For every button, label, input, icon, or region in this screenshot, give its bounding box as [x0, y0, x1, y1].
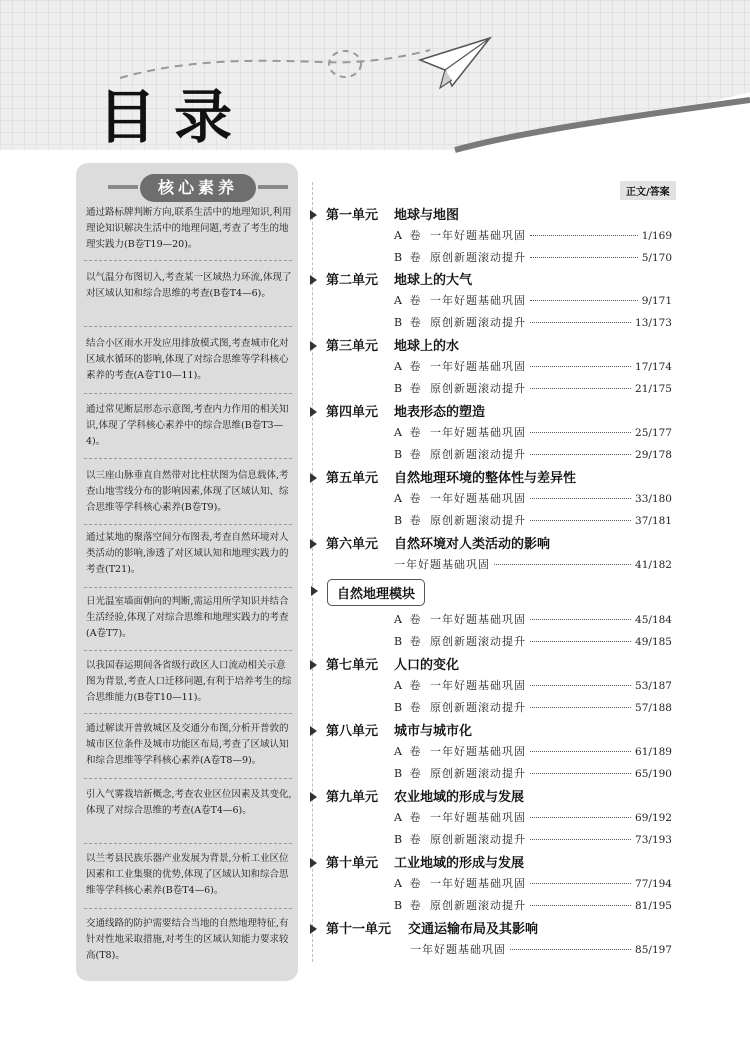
note-divider: [84, 326, 292, 327]
page-number: 73/193: [635, 834, 672, 846]
triangle-arrow-icon: [310, 407, 317, 417]
sidebar-note: 日光温室墙面朝向的判断,需运用所学知识并结合生活经验,体现了对综合思维和地理实践力的考查(A卷T7)。: [86, 596, 289, 639]
unit-name: 地表形态的塑造: [394, 405, 486, 420]
page-number: 1/169: [641, 230, 672, 242]
entry-text: 一年好题基础巩固: [430, 613, 526, 626]
toc-entry[interactable]: [394, 490, 672, 506]
sidebar-note: 通过解读开普敦城区及交通分布图,分析开普敦的城市区位条件及城市功能区布局,考查了区域认知和综合思维等学科核心素养(A卷T8—9)。: [86, 723, 289, 766]
page-number: 85/197: [635, 944, 672, 956]
leader-dots: [530, 257, 638, 258]
toc-entry[interactable]: [394, 897, 672, 913]
toc-guide-line: [312, 182, 313, 962]
toc-entry[interactable]: [410, 941, 672, 957]
leader-dots: [530, 685, 631, 686]
note-divider: [84, 393, 292, 394]
page-number: 29/178: [635, 449, 672, 461]
note-divider: [84, 524, 292, 525]
volume-label: B 卷: [394, 382, 423, 395]
toc-entry[interactable]: [394, 765, 672, 781]
entry-text: 原创新题滚动提升: [430, 514, 526, 527]
sidebar-note: 通过路标牌判断方向,联系生活中的地理知识,利用理论知识解决生活中的地理问题,考查了考生的地理实践力(B卷T19—20)。: [86, 207, 292, 250]
entry-text: 一年好题基础巩固: [394, 558, 490, 571]
page-number: 25/177: [635, 427, 672, 439]
leader-dots: [530, 619, 631, 620]
unit-number: 第十单元: [326, 856, 379, 871]
page-number: 41/182: [635, 559, 672, 571]
volume-label: B 卷: [394, 767, 423, 780]
sidebar-note: 以气温分布图切入,考查某一区域热力环流,体现了对区域认知和综合思维的考查(B卷T4—6)。: [86, 272, 292, 299]
unit-name: 交通运输布局及其影响: [408, 922, 539, 937]
page-number: 57/188: [635, 702, 672, 714]
leader-dots: [530, 883, 631, 884]
entry-text: 一年好题基础巩固: [430, 294, 526, 307]
leader-dots: [530, 235, 638, 236]
toc-entry[interactable]: [394, 358, 672, 374]
entry-text: 一年好题基础巩固: [430, 745, 526, 758]
leader-dots: [510, 949, 631, 950]
sidebar-note: 交通线路的防护需要结合当地的自然地理特征,有针对性地采取措施,对考生的区域认知能力要求较高(T8)。: [86, 918, 289, 961]
leader-dots: [530, 432, 631, 433]
entry-text: 一年好题基础巩固: [430, 229, 526, 242]
unit-number: 第二单元: [326, 273, 379, 288]
volume-label: B 卷: [394, 833, 423, 846]
unit-name: 城市与城市化: [394, 724, 473, 739]
sidebar-note: 通过某地的聚落空间分布图表,考查自然环境对人类活动的影响,渗透了对区域认知和地理实践力的考查(T21)。: [86, 532, 289, 575]
entry-text: 原创新题滚动提升: [430, 635, 526, 648]
note-divider: [84, 260, 292, 261]
toc-entry[interactable]: [394, 556, 672, 572]
toc-entry[interactable]: [394, 633, 672, 649]
volume-label: B 卷: [394, 635, 423, 648]
leader-dots: [530, 905, 631, 906]
text-answer-label: 正文/答案: [620, 181, 676, 200]
leader-dots: [530, 773, 631, 774]
toc-unit-10[interactable]: [310, 852, 524, 871]
leader-dots: [494, 564, 631, 565]
triangle-arrow-icon: [310, 858, 317, 868]
page-number: 77/194: [635, 878, 672, 890]
triangle-arrow-icon: [310, 660, 317, 670]
volume-label: A 卷: [394, 877, 423, 890]
leader-dots: [530, 817, 631, 818]
sidebar-title: 核心素养: [140, 174, 256, 202]
leader-dots: [530, 388, 631, 389]
entry-text: 原创新题滚动提升: [430, 899, 526, 912]
toc-entry[interactable]: [394, 512, 672, 528]
note-divider: [84, 650, 292, 651]
page-number: 69/192: [635, 812, 672, 824]
unit-number: 第九单元: [326, 790, 379, 805]
sidebar-note: 以兰考县民族乐器产业发展为背景,分析工业区位因素和工业集聚的优势,体现了区域认知和综合思维等学科核心素养(B卷T4—6)。: [86, 853, 289, 896]
volume-label: B 卷: [394, 316, 423, 329]
entry-text: 原创新题滚动提升: [430, 448, 526, 461]
unit-number: 第十一单元: [326, 922, 392, 937]
entry-text: 一年好题基础巩固: [430, 679, 526, 692]
toc-unit-6[interactable]: [310, 533, 550, 552]
toc-entry[interactable]: [394, 677, 672, 693]
entry-text: 原创新题滚动提升: [430, 701, 526, 714]
toc-entry[interactable]: [394, 227, 672, 243]
volume-label: A 卷: [394, 679, 423, 692]
unit-name: 地球与地图: [394, 208, 460, 223]
unit-name: 地球上的水: [394, 339, 460, 354]
leader-dots: [530, 322, 631, 323]
unit-number: 第七单元: [326, 658, 379, 673]
toc-entry[interactable]: [394, 743, 672, 759]
toc-unit-1[interactable]: [310, 204, 459, 223]
triangle-arrow-icon: [311, 586, 318, 596]
toc-entry[interactable]: [394, 699, 672, 715]
page-number: 65/190: [635, 768, 672, 780]
entry-text: 原创新题滚动提升: [430, 316, 526, 329]
note-divider: [84, 458, 292, 459]
page-number: 53/187: [635, 680, 672, 692]
toc-entry[interactable]: [394, 292, 672, 308]
title-decoration-left: [108, 185, 138, 189]
triangle-arrow-icon: [310, 726, 317, 736]
sidebar-note: 通过常见断层形态示意图,考查内力作用的相关知识,体现了学科核心素养中的综合思维(B卷T3—4)。: [86, 404, 289, 447]
leader-dots: [530, 498, 631, 499]
volume-label: A 卷: [394, 745, 423, 758]
toc-unit-2[interactable]: [310, 269, 472, 288]
volume-label: A 卷: [394, 613, 423, 626]
note-divider: [84, 713, 292, 714]
entry-text: 原创新题滚动提升: [430, 767, 526, 780]
sidebar-note: 引入气雾栽培新概念,考查农业区位因素及其变化,体现了对综合思维的考查(A卷T4—6)。: [86, 789, 292, 816]
volume-label: B 卷: [394, 514, 423, 527]
toc-entry[interactable]: [394, 446, 672, 462]
entry-text: 一年好题基础巩固: [430, 811, 526, 824]
entry-text: 一年好题基础巩固: [430, 877, 526, 890]
toc-entry[interactable]: [394, 249, 672, 265]
header-banner: [0, 0, 750, 160]
entry-text: 一年好题基础巩固: [430, 492, 526, 505]
leader-dots: [530, 839, 631, 840]
leader-dots: [530, 300, 638, 301]
unit-number: 第八单元: [326, 724, 379, 739]
unit-number: 第四单元: [326, 405, 379, 420]
volume-label: B 卷: [394, 701, 423, 714]
leader-dots: [530, 366, 631, 367]
volume-label: A 卷: [394, 294, 423, 307]
toc-unit-7[interactable]: [310, 654, 459, 673]
sidebar-note: 以我国春运期间各省级行政区人口流动相关示意图为背景,考查人口迁移问题,有利于培养考生的综合思维能力(B卷T10—11)。: [86, 660, 292, 703]
leader-dots: [530, 707, 631, 708]
unit-name: 人口的变化: [394, 658, 460, 673]
unit-name: 农业地域的形成与发展: [394, 790, 525, 805]
volume-label: A 卷: [394, 229, 423, 242]
toc-unit-9[interactable]: [310, 786, 524, 805]
sidebar-note: 结合小区雨水开发应用排放模式图,考查城市化对区域水循环的影响,体现了对综合思维等学科核心素养的考查(A卷T10—11)。: [86, 338, 289, 381]
unit-number: 第三单元: [326, 339, 379, 354]
toc-entry[interactable]: [394, 380, 672, 396]
unit-name: 地球上的大气: [394, 273, 473, 288]
toc-unit-8[interactable]: [310, 720, 472, 739]
leader-dots: [530, 751, 631, 752]
volume-label: B 卷: [394, 899, 423, 912]
entry-text: 原创新题滚动提升: [430, 382, 526, 395]
note-divider: [84, 843, 292, 844]
page-number: 13/173: [635, 317, 672, 329]
triangle-arrow-icon: [310, 539, 317, 549]
toc-entry[interactable]: [394, 314, 672, 330]
entry-text: 原创新题滚动提升: [430, 833, 526, 846]
triangle-arrow-icon: [310, 924, 317, 934]
unit-name: 自然地理环境的整体性与差异性: [394, 471, 577, 486]
toc-unit-5[interactable]: [310, 467, 576, 486]
entry-text: 原创新题滚动提升: [430, 251, 526, 264]
unit-number: 第五单元: [326, 471, 379, 486]
unit-number: 第一单元: [326, 208, 379, 223]
toc-unit-4[interactable]: [310, 401, 485, 420]
toc-entry[interactable]: [394, 424, 672, 440]
page-title: 目录: [98, 83, 251, 151]
page-number: 33/180: [635, 493, 672, 505]
volume-label: A 卷: [394, 492, 423, 505]
toc-unit-3[interactable]: [310, 335, 459, 354]
page-number: 21/175: [635, 383, 672, 395]
page-number: 81/195: [635, 900, 672, 912]
page-number: 9/171: [641, 295, 672, 307]
toc-entry[interactable]: [394, 809, 672, 825]
leader-dots: [530, 454, 631, 455]
triangle-arrow-icon: [310, 341, 317, 351]
note-divider: [84, 778, 292, 779]
note-divider: [84, 908, 292, 909]
volume-label: B 卷: [394, 448, 423, 461]
volume-label: B 卷: [394, 251, 423, 264]
entry-text: 一年好题基础巩固: [430, 426, 526, 439]
triangle-arrow-icon: [310, 210, 317, 220]
leader-dots: [530, 641, 631, 642]
toc-entry[interactable]: [394, 831, 672, 847]
triangle-arrow-icon: [310, 275, 317, 285]
toc-entry[interactable]: [394, 875, 672, 891]
unit-name: 工业地域的形成与发展: [394, 856, 525, 871]
toc-entry[interactable]: [394, 611, 672, 627]
unit-number: 第六单元: [326, 537, 379, 552]
page-number: 45/184: [635, 614, 672, 626]
module-title[interactable]: 自然地理模块: [327, 579, 425, 606]
page-number: 49/185: [635, 636, 672, 648]
triangle-arrow-icon: [310, 792, 317, 802]
note-divider: [84, 587, 292, 588]
page-number: 5/170: [641, 252, 672, 264]
volume-label: A 卷: [394, 426, 423, 439]
page-number: 17/174: [635, 361, 672, 373]
volume-label: A 卷: [394, 811, 423, 824]
page-number: 61/189: [635, 746, 672, 758]
toc-unit-11[interactable]: [310, 918, 538, 937]
unit-name: 自然环境对人类活动的影响: [394, 537, 551, 552]
entry-text: 一年好题基础巩固: [430, 360, 526, 373]
leader-dots: [530, 520, 631, 521]
entry-text: 一年好题基础巩固: [410, 943, 506, 956]
title-decoration-right: [258, 185, 288, 189]
triangle-arrow-icon: [310, 473, 317, 483]
page-number: 37/181: [635, 515, 672, 527]
volume-label: A 卷: [394, 360, 423, 373]
sidebar-note: 以三座山脉垂直自然带对比柱状图为信息载体,考查山地雪线分布的影响因素,体现了区域认知、综合思维等学科核心素养(B卷T9)。: [86, 470, 289, 513]
